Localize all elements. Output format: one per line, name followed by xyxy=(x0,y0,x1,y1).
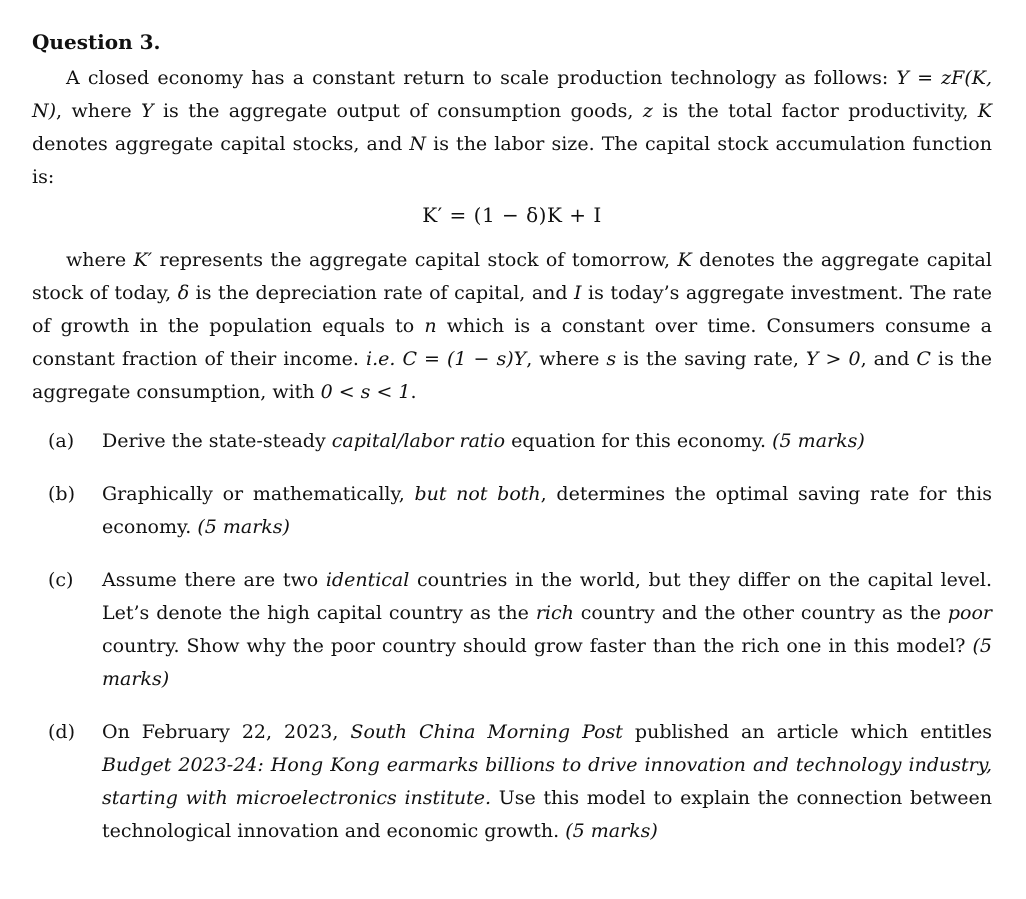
text-run: , where xyxy=(526,348,607,370)
question-page xyxy=(32,28,992,868)
text-run: is the labor size. The capital stock accumulation function is: xyxy=(32,133,992,188)
text-run: which is a constant over time. Consumers consume a constant fraction of their income. xyxy=(32,315,992,370)
text-run: is the saving rate, xyxy=(616,348,806,370)
text-run: Derive the state-steady xyxy=(102,430,332,452)
intro-paragraph-1 xyxy=(32,62,992,194)
part-text xyxy=(102,564,992,696)
part-b xyxy=(32,478,992,544)
var-s: s xyxy=(606,348,617,370)
text-run: , where xyxy=(56,100,141,122)
text-run: is the total factor productivity, xyxy=(652,100,978,122)
production-function: Y = zF(K, N) xyxy=(32,67,992,122)
marks-label: (5 marks) xyxy=(102,635,992,690)
text-run: A closed economy has a constant return to scale production technology as follows: xyxy=(66,67,897,89)
text-run: Assume there are two xyxy=(102,569,326,591)
var-n: n xyxy=(424,315,437,337)
text-run: On February 22, 2023, xyxy=(102,721,351,743)
var-z: z xyxy=(642,100,653,122)
part-c xyxy=(32,564,992,696)
var-I: I xyxy=(574,282,582,304)
part-text xyxy=(102,425,992,458)
emphasis: Budget 2023-24: Hong Kong earmarks billions to drive innovation and technology industry, starting with microelectronics institute. xyxy=(102,754,992,809)
intro-paragraph-2 xyxy=(32,244,992,409)
text-run: where xyxy=(66,249,134,271)
consumption-function: C = (1 − s)Y xyxy=(395,348,527,370)
question-parts xyxy=(32,425,992,848)
marks-label: (5 marks) xyxy=(197,516,290,538)
emphasis: but not both xyxy=(414,483,541,505)
var-K-prime: K′ xyxy=(133,249,153,271)
text-run: Graphically or mathematically, xyxy=(102,483,415,505)
ie-abbrev: i.e. xyxy=(366,348,396,370)
text-run: equation for this economy. xyxy=(505,430,773,452)
text-run: is the aggregate consumption, with xyxy=(32,348,992,403)
part-label: (d) xyxy=(48,721,75,743)
text-run: . xyxy=(410,381,417,403)
var-K: K xyxy=(977,100,992,122)
marks-label: (5 marks) xyxy=(772,430,865,452)
question-title: Question 3. xyxy=(32,30,161,54)
part-text xyxy=(102,716,992,848)
text-run: denotes aggregate capital stocks, and xyxy=(32,133,410,155)
text-run: , and xyxy=(860,348,917,370)
text-run: denotes the aggregate capital stock of today, xyxy=(32,249,992,304)
part-label: (c) xyxy=(48,569,74,591)
part-a xyxy=(32,425,992,458)
text-run: country. Show why the poor country should grow faster than the rich one in this model? xyxy=(102,635,973,657)
part-label: (b) xyxy=(48,483,75,505)
text-run: country and the other country as the xyxy=(573,602,948,624)
text-run: represents the aggregate capital stock of tomorrow, xyxy=(152,249,678,271)
emphasis: identical xyxy=(325,569,410,591)
condition-Y-positive: Y > 0 xyxy=(805,348,861,370)
part-d xyxy=(32,716,992,848)
var-N: N xyxy=(409,133,426,155)
emphasis: rich xyxy=(535,602,574,624)
text-run: is the aggregate output of consumption goods, xyxy=(153,100,643,122)
part-text xyxy=(102,478,992,544)
part-label: (a) xyxy=(48,430,75,452)
var-K: K xyxy=(677,249,692,271)
text-run: published an article which entitles xyxy=(622,721,992,743)
var-delta: δ xyxy=(177,282,190,304)
emphasis: capital/labor ratio xyxy=(331,430,506,452)
text-run: Use this model to explain the connection between technological innovation and economic growth. xyxy=(102,787,992,842)
text-run: countries in the world, but they differ on the capital level. Let’s denote the high capital country as the xyxy=(102,569,992,624)
emphasis: poor xyxy=(947,602,992,624)
var-C: C xyxy=(916,348,931,370)
marks-label: (5 marks) xyxy=(565,820,658,842)
capital-accumulation-equation: K′ = (1 − δ)K + I xyxy=(422,203,602,227)
text-run: is the depreciation rate of capital, and xyxy=(189,282,575,304)
saving-rate-range: 0 < s < 1 xyxy=(320,381,411,403)
var-Y: Y xyxy=(141,100,154,122)
text-run: , determines the optimal saving rate for this economy. xyxy=(102,483,992,538)
emphasis: South China Morning Post xyxy=(350,721,623,743)
text-run: is today’s aggregate investment. The rate of growth in the population equals to xyxy=(32,282,992,337)
